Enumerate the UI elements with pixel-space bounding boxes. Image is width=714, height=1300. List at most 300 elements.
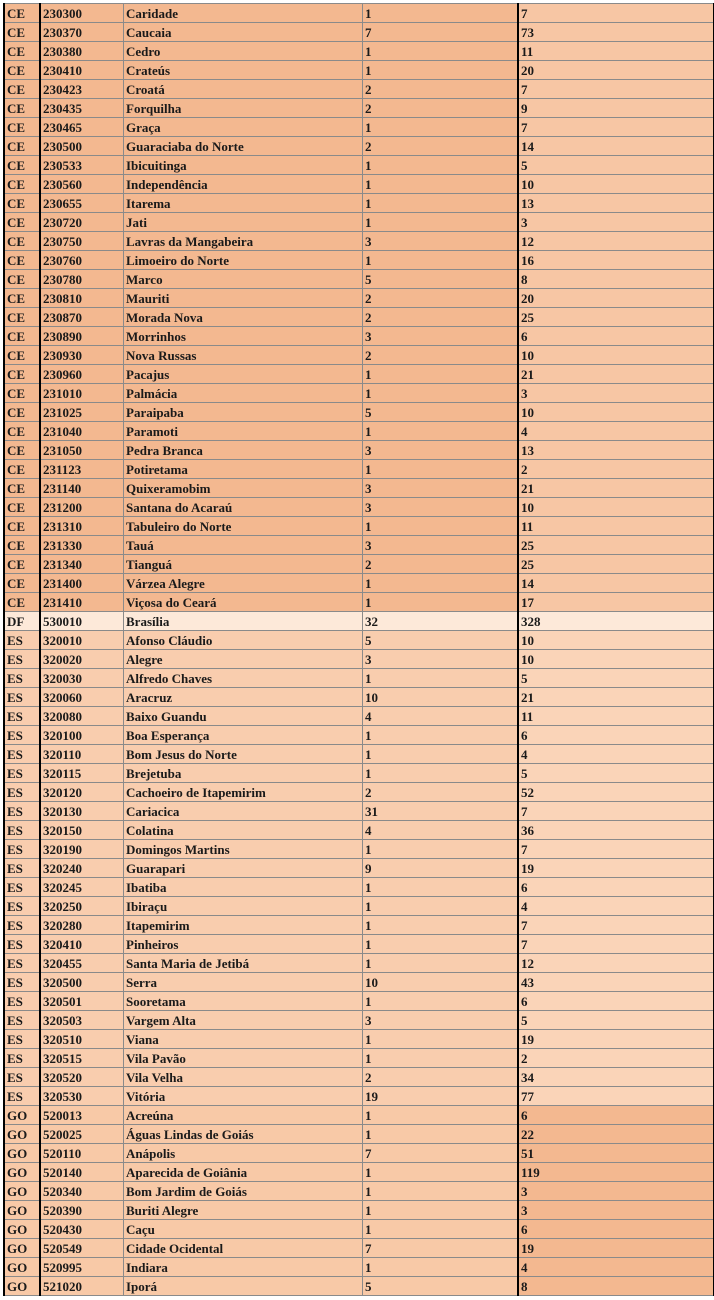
state-code-cell: CE bbox=[4, 536, 40, 555]
count-b-cell: 16 bbox=[518, 251, 714, 270]
state-code-cell: GO bbox=[4, 1277, 40, 1296]
state-code-cell: CE bbox=[4, 289, 40, 308]
municipality-code-cell: 231140 bbox=[40, 479, 124, 498]
municipality-name-cell: Lavras da Mangabeira bbox=[124, 232, 363, 251]
count-b-cell: 19 bbox=[518, 859, 714, 878]
table-row bbox=[4, 1258, 714, 1277]
table-row bbox=[4, 1030, 714, 1049]
count-a-cell: 1 bbox=[363, 764, 519, 783]
count-a-cell: 3 bbox=[363, 441, 519, 460]
state-code-cell: CE bbox=[4, 61, 40, 80]
municipality-code-cell: 520390 bbox=[40, 1201, 124, 1220]
count-b-cell: 10 bbox=[518, 498, 714, 517]
state-code-cell: DF bbox=[4, 612, 40, 631]
state-code-cell: ES bbox=[4, 916, 40, 935]
state-code-cell: GO bbox=[4, 1182, 40, 1201]
municipality-name-cell: Bom Jesus do Norte bbox=[124, 745, 363, 764]
state-code-cell: GO bbox=[4, 1144, 40, 1163]
state-code-cell: ES bbox=[4, 688, 40, 707]
municipality-code-cell: 230760 bbox=[40, 251, 124, 270]
state-code-cell: GO bbox=[4, 1201, 40, 1220]
table-row bbox=[4, 1220, 714, 1239]
state-code-cell: CE bbox=[4, 232, 40, 251]
municipality-name-cell: Vila Velha bbox=[124, 1068, 363, 1087]
municipality-name-cell: Viana bbox=[124, 1030, 363, 1049]
municipality-name-cell: Limoeiro do Norte bbox=[124, 251, 363, 270]
count-a-cell: 1 bbox=[363, 878, 519, 897]
table-row bbox=[4, 175, 714, 194]
table-row bbox=[4, 308, 714, 327]
municipality-code-cell: 231010 bbox=[40, 384, 124, 403]
municipality-name-cell: Cariacica bbox=[124, 802, 363, 821]
table-row bbox=[4, 783, 714, 802]
count-b-cell: 34 bbox=[518, 1068, 714, 1087]
state-code-cell: ES bbox=[4, 897, 40, 916]
count-a-cell: 31 bbox=[363, 802, 519, 821]
count-a-cell: 7 bbox=[363, 23, 519, 42]
municipality-name-cell: Ibicuitinga bbox=[124, 156, 363, 175]
municipality-name-cell: Alfredo Chaves bbox=[124, 669, 363, 688]
count-a-cell: 1 bbox=[363, 175, 519, 194]
count-a-cell: 2 bbox=[363, 137, 519, 156]
municipality-code-cell: 230655 bbox=[40, 194, 124, 213]
count-b-cell: 6 bbox=[518, 992, 714, 1011]
state-code-cell: ES bbox=[4, 726, 40, 745]
count-b-cell: 7 bbox=[518, 935, 714, 954]
municipality-code-cell: 320530 bbox=[40, 1087, 124, 1106]
state-code-cell: ES bbox=[4, 1030, 40, 1049]
state-code-cell: CE bbox=[4, 308, 40, 327]
municipality-name-cell: Graça bbox=[124, 118, 363, 137]
table-row bbox=[4, 612, 714, 631]
count-a-cell: 2 bbox=[363, 80, 519, 99]
count-b-cell: 5 bbox=[518, 669, 714, 688]
count-b-cell: 3 bbox=[518, 1201, 714, 1220]
state-code-cell: CE bbox=[4, 498, 40, 517]
table-row bbox=[4, 1087, 714, 1106]
count-a-cell: 1 bbox=[363, 593, 519, 612]
table-row bbox=[4, 498, 714, 517]
table-row bbox=[4, 365, 714, 384]
state-code-cell: ES bbox=[4, 935, 40, 954]
count-b-cell: 7 bbox=[518, 840, 714, 859]
state-code-cell: ES bbox=[4, 1068, 40, 1087]
count-a-cell: 1 bbox=[363, 61, 519, 80]
state-code-cell: CE bbox=[4, 555, 40, 574]
table-row bbox=[4, 327, 714, 346]
municipality-name-cell: Guarapari bbox=[124, 859, 363, 878]
municipality-code-cell: 320520 bbox=[40, 1068, 124, 1087]
table-row bbox=[4, 631, 714, 650]
table-row bbox=[4, 1163, 714, 1182]
table-row bbox=[4, 536, 714, 555]
municipality-code-cell: 320250 bbox=[40, 897, 124, 916]
municipality-code-cell: 230370 bbox=[40, 23, 124, 42]
table-row bbox=[4, 954, 714, 973]
state-code-cell: ES bbox=[4, 1087, 40, 1106]
count-a-cell: 2 bbox=[363, 555, 519, 574]
municipality-code-cell: 230380 bbox=[40, 42, 124, 61]
count-a-cell: 2 bbox=[363, 783, 519, 802]
count-b-cell: 12 bbox=[518, 954, 714, 973]
count-a-cell: 1 bbox=[363, 574, 519, 593]
municipality-name-cell: Domingos Martins bbox=[124, 840, 363, 859]
count-a-cell: 1 bbox=[363, 1258, 519, 1277]
count-a-cell: 3 bbox=[363, 536, 519, 555]
municipality-name-cell: Pinheiros bbox=[124, 935, 363, 954]
count-a-cell: 1 bbox=[363, 213, 519, 232]
state-code-cell: CE bbox=[4, 23, 40, 42]
count-b-cell: 3 bbox=[518, 1182, 714, 1201]
municipality-name-cell: Quixeramobim bbox=[124, 479, 363, 498]
municipality-name-cell: Vila Pavão bbox=[124, 1049, 363, 1068]
state-code-cell: ES bbox=[4, 669, 40, 688]
count-b-cell: 5 bbox=[518, 156, 714, 175]
municipality-code-cell: 320060 bbox=[40, 688, 124, 707]
state-code-cell: CE bbox=[4, 194, 40, 213]
state-code-cell: CE bbox=[4, 175, 40, 194]
municipality-name-cell: Nova Russas bbox=[124, 346, 363, 365]
municipality-name-cell: Indiara bbox=[124, 1258, 363, 1277]
municipality-code-cell: 231050 bbox=[40, 441, 124, 460]
table-row bbox=[4, 669, 714, 688]
count-a-cell: 1 bbox=[363, 1182, 519, 1201]
municipality-code-cell: 320500 bbox=[40, 973, 124, 992]
table-row bbox=[4, 99, 714, 118]
count-b-cell: 10 bbox=[518, 650, 714, 669]
count-a-cell: 1 bbox=[363, 4, 519, 23]
count-a-cell: 1 bbox=[363, 1220, 519, 1239]
count-a-cell: 1 bbox=[363, 422, 519, 441]
municipality-name-cell: Crateús bbox=[124, 61, 363, 80]
state-code-cell: GO bbox=[4, 1258, 40, 1277]
municipality-code-cell: 230930 bbox=[40, 346, 124, 365]
table-row bbox=[4, 42, 714, 61]
count-b-cell: 11 bbox=[518, 707, 714, 726]
count-b-cell: 119 bbox=[518, 1163, 714, 1182]
municipality-code-cell: 520013 bbox=[40, 1106, 124, 1125]
municipality-code-cell: 231025 bbox=[40, 403, 124, 422]
count-a-cell: 7 bbox=[363, 1144, 519, 1163]
municipality-code-cell: 231200 bbox=[40, 498, 124, 517]
municipality-code-cell: 320120 bbox=[40, 783, 124, 802]
municipality-name-cell: Bom Jardim de Goiás bbox=[124, 1182, 363, 1201]
state-code-cell: ES bbox=[4, 1049, 40, 1068]
count-b-cell: 11 bbox=[518, 42, 714, 61]
table-row bbox=[4, 384, 714, 403]
municipality-name-cell: Vargem Alta bbox=[124, 1011, 363, 1030]
count-b-cell: 10 bbox=[518, 403, 714, 422]
table-row bbox=[4, 1144, 714, 1163]
count-b-cell: 9 bbox=[518, 99, 714, 118]
table-row bbox=[4, 726, 714, 745]
state-code-cell: CE bbox=[4, 574, 40, 593]
count-b-cell: 36 bbox=[518, 821, 714, 840]
state-code-cell: CE bbox=[4, 327, 40, 346]
municipality-code-cell: 230533 bbox=[40, 156, 124, 175]
count-b-cell: 8 bbox=[518, 270, 714, 289]
count-b-cell: 77 bbox=[518, 1087, 714, 1106]
municipality-code-cell: 320020 bbox=[40, 650, 124, 669]
state-code-cell: CE bbox=[4, 479, 40, 498]
municipality-name-cell: Iporá bbox=[124, 1277, 363, 1296]
state-code-cell: CE bbox=[4, 118, 40, 137]
municipality-name-cell: Baixo Guandu bbox=[124, 707, 363, 726]
municipality-name-cell: Alegre bbox=[124, 650, 363, 669]
table-row bbox=[4, 1011, 714, 1030]
count-b-cell: 6 bbox=[518, 878, 714, 897]
municipality-name-cell: Itapemirim bbox=[124, 916, 363, 935]
count-b-cell: 7 bbox=[518, 118, 714, 137]
state-code-cell: CE bbox=[4, 517, 40, 536]
table-row bbox=[4, 745, 714, 764]
table-row bbox=[4, 897, 714, 916]
municipality-name-cell: Sooretama bbox=[124, 992, 363, 1011]
table-row bbox=[4, 935, 714, 954]
count-b-cell: 10 bbox=[518, 175, 714, 194]
municipality-code-cell: 230780 bbox=[40, 270, 124, 289]
municipality-code-cell: 230410 bbox=[40, 61, 124, 80]
count-b-cell: 14 bbox=[518, 574, 714, 593]
municipality-name-cell: Marco bbox=[124, 270, 363, 289]
table-row bbox=[4, 859, 714, 878]
municipality-code-cell: 230560 bbox=[40, 175, 124, 194]
count-b-cell: 6 bbox=[518, 1106, 714, 1125]
municipality-name-cell: Colatina bbox=[124, 821, 363, 840]
municipality-name-cell: Caçu bbox=[124, 1220, 363, 1239]
count-a-cell: 3 bbox=[363, 650, 519, 669]
table-row bbox=[4, 232, 714, 251]
municipality-code-cell: 521020 bbox=[40, 1277, 124, 1296]
state-code-cell: ES bbox=[4, 954, 40, 973]
municipality-name-cell: Afonso Cláudio bbox=[124, 631, 363, 650]
count-b-cell: 52 bbox=[518, 783, 714, 802]
state-code-cell: CE bbox=[4, 403, 40, 422]
count-b-cell: 73 bbox=[518, 23, 714, 42]
count-a-cell: 1 bbox=[363, 194, 519, 213]
count-b-cell: 2 bbox=[518, 1049, 714, 1068]
state-code-cell: CE bbox=[4, 384, 40, 403]
municipality-name-cell: Caridade bbox=[124, 4, 363, 23]
municipality-code-cell: 320030 bbox=[40, 669, 124, 688]
municipality-code-cell: 320245 bbox=[40, 878, 124, 897]
count-a-cell: 32 bbox=[363, 612, 519, 631]
municipality-name-cell: Paramoti bbox=[124, 422, 363, 441]
count-b-cell: 6 bbox=[518, 726, 714, 745]
table-row bbox=[4, 555, 714, 574]
municipality-name-cell: Anápolis bbox=[124, 1144, 363, 1163]
state-code-cell: ES bbox=[4, 859, 40, 878]
count-b-cell: 7 bbox=[518, 80, 714, 99]
municipality-code-cell: 520025 bbox=[40, 1125, 124, 1144]
table-row bbox=[4, 270, 714, 289]
municipality-code-cell: 230300 bbox=[40, 4, 124, 23]
count-a-cell: 4 bbox=[363, 707, 519, 726]
municipality-code-cell: 231400 bbox=[40, 574, 124, 593]
count-a-cell: 4 bbox=[363, 821, 519, 840]
municipality-name-cell: Buriti Alegre bbox=[124, 1201, 363, 1220]
municipality-code-cell: 230870 bbox=[40, 308, 124, 327]
table-row bbox=[4, 916, 714, 935]
municipality-name-cell: Morrinhos bbox=[124, 327, 363, 346]
municipality-name-cell: Palmácia bbox=[124, 384, 363, 403]
state-code-cell: ES bbox=[4, 973, 40, 992]
municipality-name-cell: Cedro bbox=[124, 42, 363, 61]
municipality-code-cell: 320240 bbox=[40, 859, 124, 878]
table-row bbox=[4, 802, 714, 821]
municipality-name-cell: Mauriti bbox=[124, 289, 363, 308]
municipality-code-cell: 520140 bbox=[40, 1163, 124, 1182]
count-b-cell: 10 bbox=[518, 346, 714, 365]
table-row bbox=[4, 194, 714, 213]
count-b-cell: 7 bbox=[518, 916, 714, 935]
municipality-code-cell: 520340 bbox=[40, 1182, 124, 1201]
table-body bbox=[4, 4, 714, 1296]
municipality-code-cell: 520995 bbox=[40, 1258, 124, 1277]
state-code-cell: GO bbox=[4, 1125, 40, 1144]
count-b-cell: 20 bbox=[518, 61, 714, 80]
municipality-code-cell: 230810 bbox=[40, 289, 124, 308]
count-a-cell: 10 bbox=[363, 688, 519, 707]
state-code-cell: CE bbox=[4, 346, 40, 365]
state-code-cell: CE bbox=[4, 422, 40, 441]
municipality-name-cell: Santa Maria de Jetibá bbox=[124, 954, 363, 973]
state-code-cell: CE bbox=[4, 156, 40, 175]
count-b-cell: 25 bbox=[518, 536, 714, 555]
municipality-name-cell: Independência bbox=[124, 175, 363, 194]
municipality-code-cell: 320503 bbox=[40, 1011, 124, 1030]
count-a-cell: 5 bbox=[363, 631, 519, 650]
municipality-name-cell: Forquilha bbox=[124, 99, 363, 118]
municipality-code-cell: 230500 bbox=[40, 137, 124, 156]
table-row bbox=[4, 593, 714, 612]
municipality-code-cell: 520110 bbox=[40, 1144, 124, 1163]
table-row bbox=[4, 517, 714, 536]
count-b-cell: 43 bbox=[518, 973, 714, 992]
municipality-code-cell: 320110 bbox=[40, 745, 124, 764]
count-a-cell: 2 bbox=[363, 1068, 519, 1087]
municipality-name-cell: Tauá bbox=[124, 536, 363, 555]
table-row bbox=[4, 878, 714, 897]
table-row bbox=[4, 650, 714, 669]
count-a-cell: 9 bbox=[363, 859, 519, 878]
state-code-cell: CE bbox=[4, 593, 40, 612]
count-b-cell: 4 bbox=[518, 422, 714, 441]
count-b-cell: 13 bbox=[518, 441, 714, 460]
municipality-code-cell: 230750 bbox=[40, 232, 124, 251]
municipality-code-cell: 230465 bbox=[40, 118, 124, 137]
municipality-code-cell: 230423 bbox=[40, 80, 124, 99]
state-code-cell: ES bbox=[4, 745, 40, 764]
count-a-cell: 2 bbox=[363, 308, 519, 327]
municipality-name-cell: Potiretama bbox=[124, 460, 363, 479]
count-a-cell: 1 bbox=[363, 916, 519, 935]
count-b-cell: 17 bbox=[518, 593, 714, 612]
municipality-code-cell: 320455 bbox=[40, 954, 124, 973]
count-a-cell: 1 bbox=[363, 365, 519, 384]
count-b-cell: 4 bbox=[518, 897, 714, 916]
count-a-cell: 1 bbox=[363, 1030, 519, 1049]
count-a-cell: 1 bbox=[363, 1163, 519, 1182]
count-a-cell: 5 bbox=[363, 1277, 519, 1296]
count-b-cell: 20 bbox=[518, 289, 714, 308]
count-a-cell: 1 bbox=[363, 954, 519, 973]
municipality-name-cell: Cidade Ocidental bbox=[124, 1239, 363, 1258]
state-code-cell: ES bbox=[4, 650, 40, 669]
municipality-name-cell: Brejetuba bbox=[124, 764, 363, 783]
municipality-code-cell: 320515 bbox=[40, 1049, 124, 1068]
count-a-cell: 2 bbox=[363, 346, 519, 365]
municipality-table bbox=[3, 3, 714, 1296]
state-code-cell: CE bbox=[4, 441, 40, 460]
municipality-code-cell: 230720 bbox=[40, 213, 124, 232]
municipality-name-cell: Várzea Alegre bbox=[124, 574, 363, 593]
count-b-cell: 19 bbox=[518, 1239, 714, 1258]
count-b-cell: 5 bbox=[518, 764, 714, 783]
state-code-cell: CE bbox=[4, 365, 40, 384]
count-b-cell: 8 bbox=[518, 1277, 714, 1296]
count-b-cell: 11 bbox=[518, 517, 714, 536]
state-code-cell: ES bbox=[4, 707, 40, 726]
municipality-code-cell: 231410 bbox=[40, 593, 124, 612]
municipality-name-cell: Itarema bbox=[124, 194, 363, 213]
municipality-name-cell: Vitória bbox=[124, 1087, 363, 1106]
municipality-code-cell: 320510 bbox=[40, 1030, 124, 1049]
municipality-name-cell: Ibiraçu bbox=[124, 897, 363, 916]
municipality-name-cell: Caucaia bbox=[124, 23, 363, 42]
municipality-name-cell: Tianguá bbox=[124, 555, 363, 574]
table-row bbox=[4, 289, 714, 308]
municipality-code-cell: 320150 bbox=[40, 821, 124, 840]
state-code-cell: CE bbox=[4, 270, 40, 289]
municipality-name-cell: Viçosa do Ceará bbox=[124, 593, 363, 612]
state-code-cell: ES bbox=[4, 802, 40, 821]
count-a-cell: 3 bbox=[363, 479, 519, 498]
municipality-name-cell: Cachoeiro de Itapemirim bbox=[124, 783, 363, 802]
table-row bbox=[4, 1068, 714, 1087]
table-row bbox=[4, 1239, 714, 1258]
state-code-cell: CE bbox=[4, 251, 40, 270]
state-code-cell: GO bbox=[4, 1239, 40, 1258]
count-a-cell: 1 bbox=[363, 1125, 519, 1144]
count-b-cell: 3 bbox=[518, 384, 714, 403]
municipality-name-cell: Pedra Branca bbox=[124, 441, 363, 460]
municipality-code-cell: 320190 bbox=[40, 840, 124, 859]
count-b-cell: 21 bbox=[518, 688, 714, 707]
state-code-cell: ES bbox=[4, 821, 40, 840]
count-a-cell: 3 bbox=[363, 327, 519, 346]
state-code-cell: CE bbox=[4, 4, 40, 23]
count-b-cell: 4 bbox=[518, 1258, 714, 1277]
municipality-code-cell: 320410 bbox=[40, 935, 124, 954]
count-a-cell: 1 bbox=[363, 897, 519, 916]
count-a-cell: 3 bbox=[363, 232, 519, 251]
municipality-name-cell: Tabuleiro do Norte bbox=[124, 517, 363, 536]
count-a-cell: 5 bbox=[363, 270, 519, 289]
count-a-cell: 1 bbox=[363, 726, 519, 745]
count-a-cell: 1 bbox=[363, 669, 519, 688]
table-row bbox=[4, 118, 714, 137]
table-row bbox=[4, 973, 714, 992]
count-a-cell: 1 bbox=[363, 251, 519, 270]
state-code-cell: GO bbox=[4, 1220, 40, 1239]
count-a-cell: 7 bbox=[363, 1239, 519, 1258]
state-code-cell: ES bbox=[4, 878, 40, 897]
municipality-code-cell: 520549 bbox=[40, 1239, 124, 1258]
municipality-code-cell: 230890 bbox=[40, 327, 124, 346]
municipality-name-cell: Brasília bbox=[124, 612, 363, 631]
state-code-cell: ES bbox=[4, 764, 40, 783]
